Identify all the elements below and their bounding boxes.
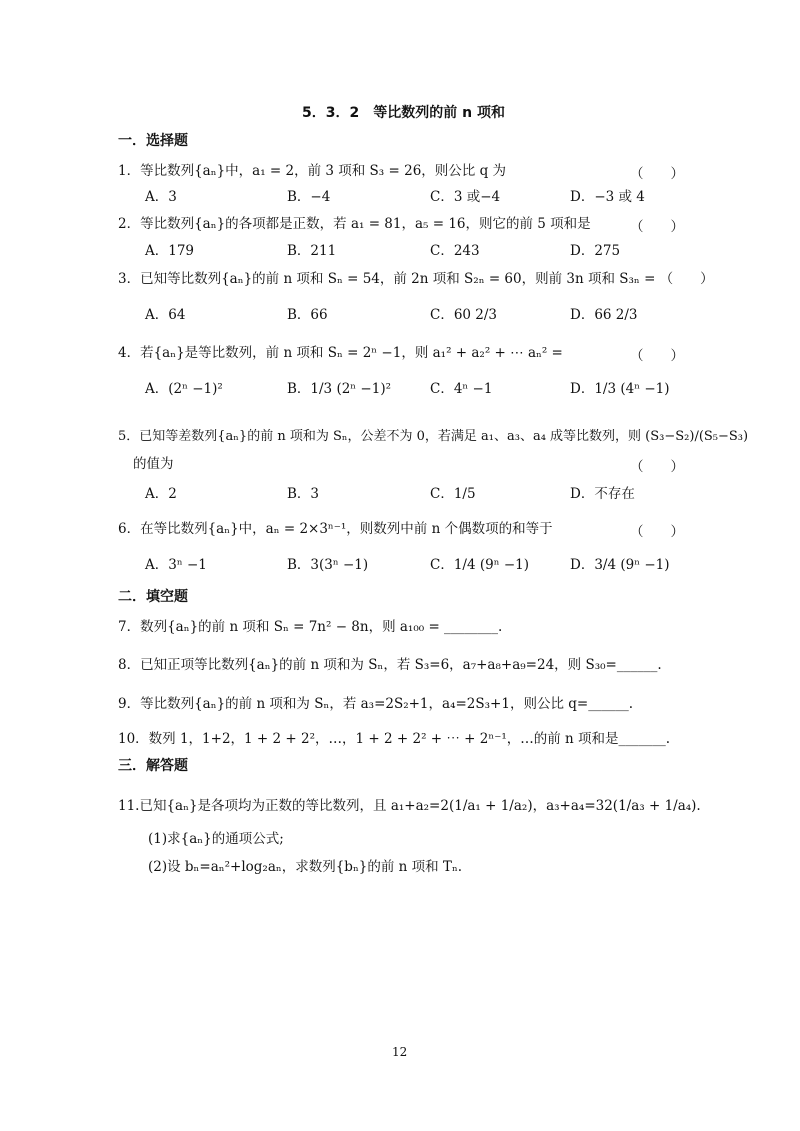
page-title: 5．3．2 等比数列的前 n 项和: [302, 105, 505, 121]
question-5-paren: （ ）: [630, 459, 684, 475]
question-5-option-d: D．不存在: [570, 486, 635, 502]
question-3-option-d: D．66 2/3: [570, 307, 638, 323]
question-2-option-c: C．243: [430, 243, 480, 259]
question-4-paren: （ ）: [630, 348, 684, 364]
question-3-option-b: B．66: [287, 307, 328, 323]
question-3-option-a: A．64: [145, 307, 186, 323]
section-solve: 三．解答题: [118, 758, 188, 774]
question-1-stem: 1．等比数列{aₙ}中，a₁ = 2，前 3 项和 S₃ = 26，则公比 q 为: [118, 163, 507, 179]
page-number: 12: [392, 1045, 408, 1059]
question-8: 8．已知正项等比数列{aₙ}的前 n 项和为 Sₙ，若 S₃=6，a₇+a₈+a₉=24，则 S₃₀=______.: [118, 657, 662, 673]
question-10: 10．数列 1，1+2，1 + 2 + 2²，…，1 + 2 + 2² + ⋯ + 2ⁿ⁻¹，…的前 n 项和是_______.: [118, 731, 671, 747]
question-4-option-c: C．4ⁿ −1: [430, 381, 493, 397]
question-1-paren: （ ）: [630, 166, 684, 182]
question-11-part-2: (2)设 bₙ=aₙ²+log₂aₙ，求数列{bₙ}的前 n 项和 Tₙ.: [148, 859, 463, 875]
question-6-option-a: A．3ⁿ −1: [145, 557, 207, 573]
question-5-stem: 5．已知等差数列{aₙ}的前 n 项和为 Sₙ，公差不为 0，若满足 a₁、a₃、a₄ 成等比数列，则 (S₃−S₂)/(S₅−S₃): [118, 429, 749, 444]
question-6-option-b: B．3(3ⁿ −1): [287, 557, 369, 573]
section-fill: 二．填空题: [118, 589, 188, 605]
question-4-option-d: D．1/3 (4ⁿ −1): [570, 381, 670, 397]
question-1-option-d: D．−3 或 4: [570, 189, 645, 205]
question-6-option-c: C．1/4 (9ⁿ −1): [430, 557, 530, 573]
question-2-option-a: A．179: [145, 243, 195, 259]
question-4-option-b: B．1/3 (2ⁿ −1)²: [287, 381, 392, 397]
question-11-stem: 11.已知{aₙ}是各项均为正数的等比数列，且 a₁+a₂=2(1/a₁ + 1/a₂)，a₃+a₄=32(1/a₃ + 1/a₄).: [118, 798, 701, 814]
question-1-option-b: B．−4: [287, 189, 331, 205]
section-choice: 一．选择题: [118, 133, 188, 149]
question-2-stem: 2．等比数列{aₙ}的各项都是正数，若 a₁ = 81，a₅ = 16，则它的前 5 项和是: [118, 216, 591, 232]
question-4-option-a: A．(2ⁿ −1)²: [145, 381, 223, 397]
question-2-option-b: B．211: [287, 243, 337, 259]
question-5-stem-2: 的值为: [133, 456, 174, 472]
question-1-option-c: C．3 或−4: [430, 189, 501, 205]
question-5-option-b: B．3: [287, 486, 320, 502]
question-6-option-d: D．3/4 (9ⁿ −1): [570, 557, 670, 573]
question-5-option-c: C．1/5: [430, 486, 476, 502]
question-7: 7．数列{aₙ}的前 n 项和 Sₙ = 7n² − 8n，则 a₁₀₀ = ________.: [118, 619, 503, 635]
question-6-paren: （ ）: [630, 524, 684, 540]
question-6-stem: 6．在等比数列{aₙ}中，aₙ = 2×3ⁿ⁻¹，则数列中前 n 个偶数项的和等于: [118, 521, 553, 537]
question-3-option-c: C．60 2/3: [430, 307, 498, 323]
question-5-option-a: A．2: [145, 486, 177, 502]
question-3-stem: 3．已知等比数列{aₙ}的前 n 项和 Sₙ = 54，前 2n 项和 S₂ₙ = 60，则前 3n 项和 S₃ₙ = （ ）: [118, 271, 714, 287]
question-1-option-a: A．3: [145, 189, 177, 205]
question-9: 9．等比数列{aₙ}的前 n 项和为 Sₙ，若 a₃=2S₂+1，a₄=2S₃+1，则公比 q=______.: [118, 696, 633, 712]
question-11-part-1: (1)求{aₙ}的通项公式;: [148, 831, 284, 847]
question-4-stem: 4．若{aₙ}是等比数列，前 n 项和 Sₙ = 2ⁿ −1，则 a₁² + a₂² + ⋯ aₙ² =: [118, 345, 563, 361]
question-2-option-d: D．275: [570, 243, 621, 259]
question-2-paren: （ ）: [630, 219, 684, 235]
